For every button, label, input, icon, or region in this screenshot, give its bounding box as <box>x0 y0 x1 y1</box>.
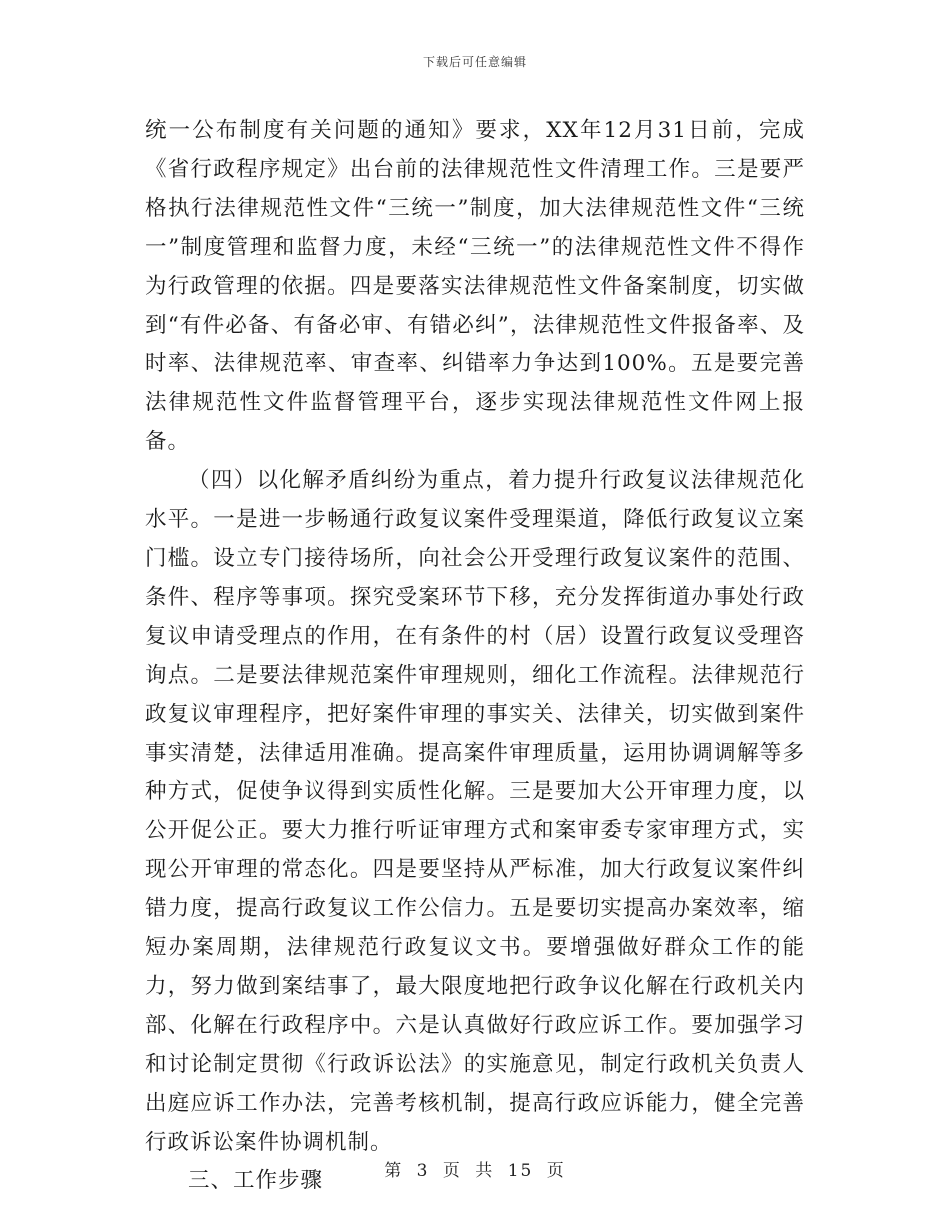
body-paragraph-section-four: （四）以化解矛盾纠纷为重点，着力提升行政复议法律规范化水平。一是进一步畅通行政复议案件受理渠道，降低行政复议立案门槛。设立专门接待场所，向社会公开受理行政复议案件的范围、条件、程序等事项。探究受案环节下移，充分发挥街道办事处行政复议申请受理点的作用，在有条件的村（居）设置行政复议受理咨询点。二是要法律规范案件审理规则，细化工作流程。法律规范行政复议审理程序，把好案件审理的事实关、法律关，切实做到案件事实清楚，法律适用准确。提高案件审理质量，运用协调调解等多种方式，促使争议得到实质性化解。三是要加大公开审理力度，以公开促公正。要大力推行听证审理方式和案审委专家审理方式，实现公开审理的常态化。四是要坚持从严标准，加大行政复议案件纠错力度，提高行政复议工作公信力。五是要切实提高办案效率，缩短办案周期，法律规范行政复议文书。要增强做好群众工作的能力，努力做到案结事了，最大限度地把行政争议化解在行政机关内部、化解在行政程序中。六是认真做好行政应诉工作。要加强学习和讨论制定贯彻《行政诉讼法》的实施意见，制定行政机关负责人出庭应诉工作办法，完善考核机制，提高行政应诉能力，健全完善行政诉讼案件协调机制。 <box>145 468 805 1155</box>
body-paragraph-continued: 统一公布制度有关问题的通知》要求，XX年12月31日前，完成《省行政程序规定》出台前的法律规范性文件清理工作。三是要严格执行法律规范性文件“三统一”制度，加大法律规范性文件“三统一”制度管理和监督力度，未经“三统一”的法律规范性文件不得作为行政管理的依据。四是要落实法律规范性文件备案制度，切实做到“有件必备、有备必审、有错必纠”，法律规范性文件报备率、及时率、法律规范率、审查率、纠错率力争达到100%。五是要完善法律规范性文件监督管理平台，逐步实现法律规范性文件网上报备。 <box>145 118 805 455</box>
page-header: 下载后可任意编辑 <box>422 55 527 69</box>
page-footer: 第 3 页 共 15 页 <box>384 1161 566 1181</box>
document-body <box>145 112 805 1201</box>
section-heading: 三、工作步骤 <box>188 1168 324 1194</box>
